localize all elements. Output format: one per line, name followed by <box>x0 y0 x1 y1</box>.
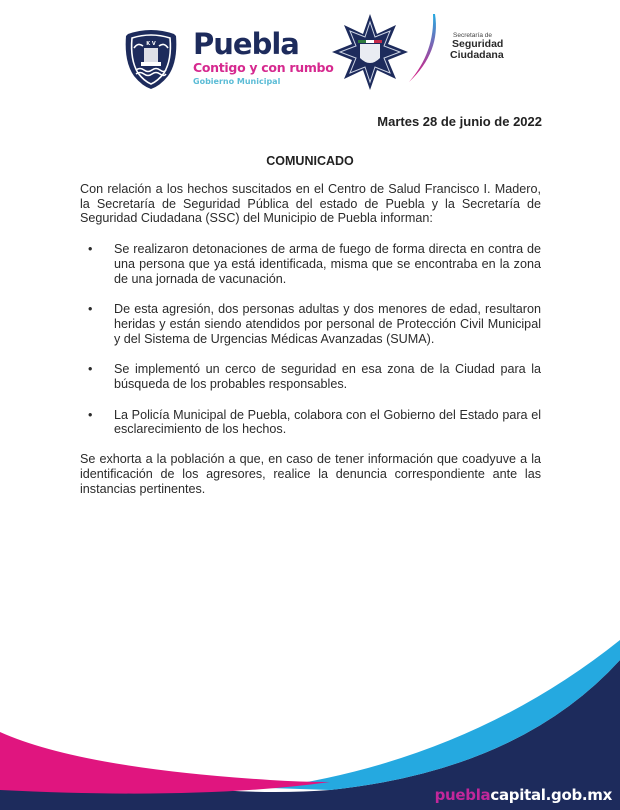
bullet-list <box>80 242 541 437</box>
ssc-swoosh-icon <box>405 12 445 84</box>
footer-wave-graphic <box>0 640 620 810</box>
website-url[interactable] <box>435 786 612 804</box>
document-date: Martes 28 de junio de 2022 <box>377 114 542 129</box>
municipal-shield-icon <box>120 28 182 90</box>
ssc-logo-line1: Seguridad <box>452 38 504 50</box>
document-body <box>80 182 541 496</box>
document-title: COMUNICADO <box>266 154 354 168</box>
logo-name: Puebla <box>193 27 299 61</box>
bullet-icon: • <box>88 407 93 422</box>
ssc-logo-small: Secretaría de <box>453 32 493 39</box>
list-item: • Se implementó un cerco de seguridad en esa zona de la Ciudad para la búsqueda de los probables responsables. <box>88 362 541 392</box>
logo-tagline: Contigo y con rumbo <box>193 60 334 75</box>
footer-band <box>0 640 620 810</box>
url-part-puebla: puebla <box>434 786 491 804</box>
puebla-logo <box>193 29 333 86</box>
svg-text:K V: K V <box>146 41 156 47</box>
list-item: • De esta agresión, dos personas adultas y dos menores de edad, resultaron heridas y están siendo atendidos por personal de Protección Civil Municipal y del Sistema de Urgencias Médicas Avanzadas (SUMA). <box>88 302 541 346</box>
ssc-logo-line2: Ciudadana <box>450 49 504 61</box>
list-item: • Se realizaron detonaciones de arma de fuego de forma directa en contra de una persona que ya está identificada, misma que se encontraba en la zona de una jornada de vacunación. <box>88 242 541 286</box>
bullet-icon: • <box>88 242 93 257</box>
logo-subtitle: Gobierno Municipal <box>193 77 281 86</box>
bullet-icon: • <box>88 302 93 317</box>
bullet-icon: • <box>88 362 93 377</box>
ssc-logo <box>450 32 504 61</box>
police-star-icon <box>330 12 410 92</box>
list-item: • La Policía Municipal de Puebla, colabora con el Gobierno del Estado para el esclarecimiento de los hechos. <box>88 407 541 437</box>
intro-paragraph: Con relación a los hechos suscitados en el Centro de Salud Francisco I. Madero, la Secretaría de Seguridad Pública del estado de Puebla y la Secretaría de Seguridad Ciudadana (SSC) del Municipio de Puebla informan: <box>80 182 541 226</box>
letterhead <box>0 0 620 100</box>
closing-paragraph: Se exhorta a la población a que, en caso de tener información que coadyuve a la identificación de los agresores, realice la denuncia correspondiente ante las instancias pertinentes. <box>80 452 541 496</box>
url-part-capital: capital.gob.mx <box>490 786 612 804</box>
